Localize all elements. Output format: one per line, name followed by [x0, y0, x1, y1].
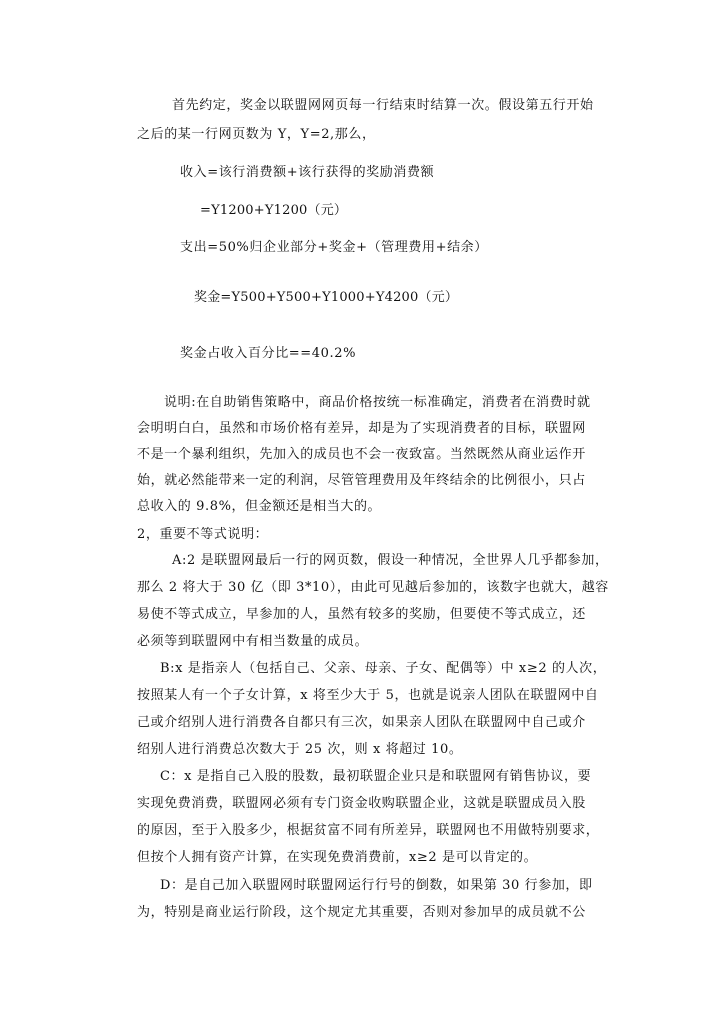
para-d-line-1: D：是自己加入联盟网时联盟网运行行号的倒数，如果第 30 行参加，即	[160, 878, 593, 893]
bonus-ratio: 奖金占收入百分比==40.2%	[180, 346, 357, 361]
para-a-line-4: 必须等到联盟网中有相当数量的成员。	[137, 634, 369, 649]
expense-formula: 支出=50%归企业部分+奖金+（管理费用+结余）	[180, 240, 488, 255]
explanation-line-5: 总收入的 9.8%，但金额还是相当大的。	[137, 499, 382, 514]
para-a-line-3: 易使不等式成立，早参加的人，虽然有较多的奖励，但要使不等式成立，还	[137, 607, 586, 622]
explanation-line-1: 说明:在自助销售策略中，商品价格按统一标准确定，消费者在消费时就	[164, 395, 591, 410]
para-a-line-2: 那么 2 将大于 30 亿（即 3*10），由此可见越后参加的，该数字也就大，越容	[137, 580, 609, 595]
para-b-line-4: 绍别人进行消费总次数大于 25 次，则 x 将超过 10。	[137, 742, 463, 757]
income-value: =Y1200+Y1200（元）	[200, 203, 348, 218]
explanation-line-2: 会明明白白，虽然和市场价格有差异，却是为了实现消费者的目标，联盟网	[137, 421, 586, 436]
income-formula: 收入=该行消费额+该行获得的奖励消费额	[180, 165, 435, 180]
para-c-line-2: 实现免费消费，联盟网必须有专门资金收购联盟企业，这就是联盟成员入股	[137, 796, 586, 811]
para-b-line-2: 按照某人有一个子女计算，x 将至少大于 5，也就是说亲人团队在联盟网中自	[137, 688, 599, 703]
para-c-line-3: 的原因，至于入股多少，根据贫富不同有所差异，联盟网也不用做特别要求，	[137, 823, 600, 838]
intro-line-1: 首先约定，奖金以联盟网网页每一行结束时结算一次。假设第五行开始	[172, 98, 594, 113]
para-c-line-1: C：x 是指自己入股的股数，最初联盟企业只是和联盟网有销售协议，要	[160, 769, 592, 784]
para-b-line-1: B:x 是指亲人（包括自己、父亲、母亲、子女、配偶等）中 x≥2 的人次，	[160, 661, 607, 676]
section-2-heading: 2，重要不等式说明：	[137, 527, 269, 542]
para-c-line-4: 但按个人拥有资产计算，在实现免费消费前，x≥2 是可以肯定的。	[137, 850, 538, 865]
bonus-value: 奖金=Y500+Y500+Y1000+Y4200（元）	[194, 290, 459, 305]
explanation-line-3: 不是一个暴利组织，先加入的成员也不会一夜致富。当然既然从商业运作开	[137, 447, 586, 462]
para-d-line-2: 为，特别是商业运行阶段，这个规定尤其重要，否则对参加早的成员就不公	[137, 905, 586, 920]
para-b-line-3: 己或介绍别人进行消费各自都只有三次，如果亲人团队在联盟网中自己或介	[137, 715, 586, 730]
explanation-line-4: 始，就必然能带来一定的利润，尽管管理费用及年终结余的比例很小，只占	[137, 473, 586, 488]
intro-line-2: 之后的某一行网页数为 Y，Y=2,那么，	[137, 127, 376, 142]
para-a-line-1: A:2 是联盟网最后一行的网页数，假设一种情况，全世界人几乎都参加，	[172, 553, 609, 568]
